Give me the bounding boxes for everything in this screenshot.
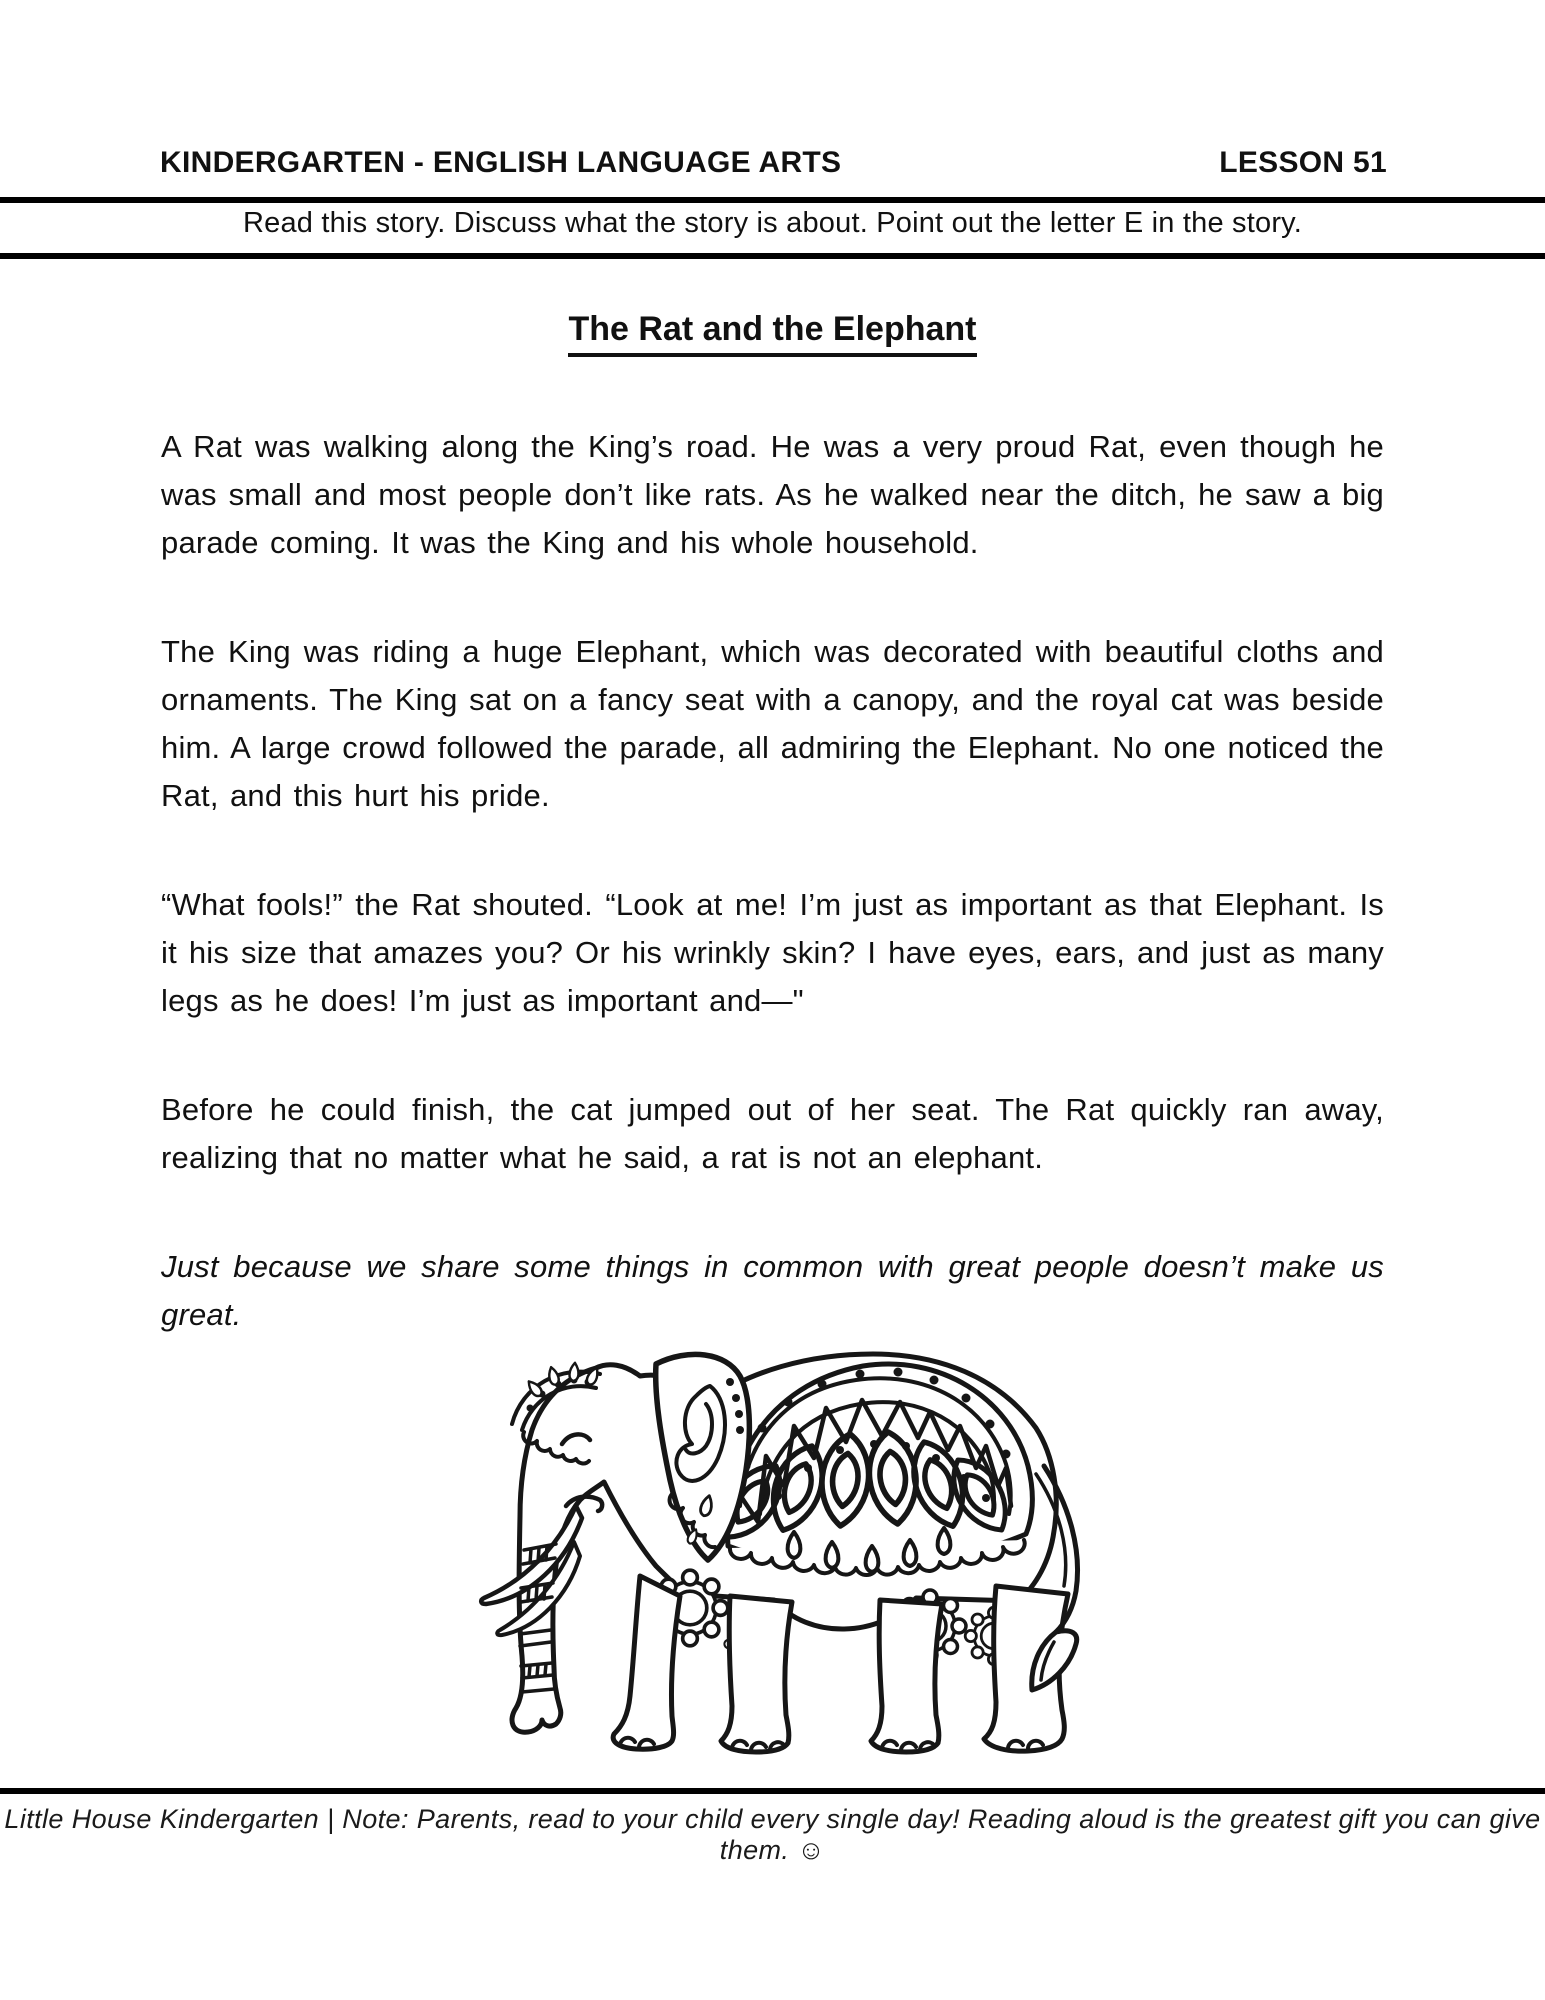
header-subject: KINDERGARTEN - ENGLISH LANGUAGE ARTS xyxy=(160,146,842,179)
story-paragraph-3: “What fools!” the Rat shouted. “Look at me! I’m just as important as that Elephant. Is it his size that amazes you? Or his wrinkly skin? I have eyes, ears, and just as many legs as he does! I’m just as important and—" xyxy=(161,887,1384,1018)
footer-divider xyxy=(0,1788,1545,1794)
story-title: The Rat and the Elephant xyxy=(0,310,1545,349)
page-header xyxy=(160,146,1387,180)
footer-note: Little House Kindergarten | Note: Parents, read to your child every single day! Reading aloud is the greatest gift you can give them. ☺ xyxy=(4,1804,1541,1865)
story-body xyxy=(161,423,1384,1400)
ornate-elephant-line-art xyxy=(478,1346,1106,1760)
mid-divider xyxy=(0,253,1545,259)
header-lesson-number: LESSON 51 xyxy=(1219,146,1387,179)
story-moral: Just because we share some things in common with great people doesn’t make us great. xyxy=(161,1249,1384,1332)
elephant-toenails xyxy=(620,1738,1043,1750)
story-paragraph-2: The King was riding a huge Elephant, which was decorated with beautiful cloths and ornaments. The King sat on a fancy seat with a canopy, and the royal cat was beside him. A large crowd followed the parade, all admiring the Elephant. No one noticed the Rat, and this hurt his pride. xyxy=(161,634,1384,813)
story-paragraph-1: A Rat was walking along the King’s road. He was a very proud Rat, even though he was small and most people don’t like rats. As he walked near the ditch, he saw a big parade coming. It was the King and his whole household. xyxy=(161,429,1384,560)
instruction-banner: Read this story. Discuss what the story is about. Point out the letter E in the story. xyxy=(243,207,1302,239)
story-paragraph-4: Before he could finish, the cat jumped out of her seat. The Rat quickly ran away, realizing that no matter what he said, a rat is not an elephant. xyxy=(161,1092,1384,1175)
top-divider xyxy=(0,197,1545,203)
